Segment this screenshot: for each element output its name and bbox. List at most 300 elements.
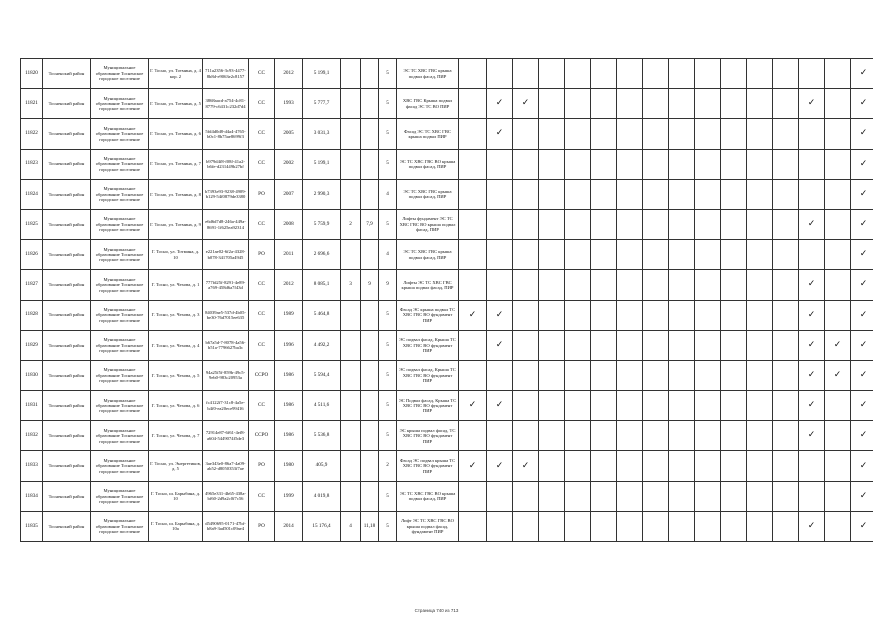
check-icon: ✓ (859, 460, 868, 471)
municipality-cell: Муниципальное образование Тосненское городское поселение (91, 451, 149, 481)
work-type-cell (773, 240, 799, 270)
district-cell: Тосненский район (43, 300, 91, 330)
table-row (21, 330, 873, 360)
check-icon: ✓ (859, 128, 868, 139)
work-type-cell (799, 59, 825, 89)
guid-cell: 5fd4d0d8-d4a4-4765-b0c1-8b75ae8699f3 (203, 119, 249, 149)
work-type-cell (851, 511, 873, 541)
work-type-cell (643, 119, 669, 149)
floors-cell: 5 (379, 300, 397, 330)
address-cell: Г. Тосно, ул. Тотмина, д. 6 (149, 119, 203, 149)
work-type-cell (695, 391, 721, 421)
area-cell: 4 492,2 (303, 330, 341, 360)
guid-cell: e6d6d7d8-246a-449a-8691-1f625ea92314 (203, 209, 249, 239)
area-cell: 5 536,8 (303, 421, 341, 451)
work-type-cell (669, 360, 695, 390)
table-row (21, 119, 873, 149)
work-type-cell (721, 421, 747, 451)
work-type-cell (459, 89, 487, 119)
check-icon: ✓ (468, 460, 477, 471)
year-cell: 1986 (275, 391, 303, 421)
work-type-cell (591, 179, 617, 209)
row-id: 11833 (21, 451, 43, 481)
year-cell: 1986 (275, 421, 303, 451)
work-type-cell (721, 270, 747, 300)
work-type-cell (591, 391, 617, 421)
municipality-cell: Муниципальное образование Тосненское городское поселение (91, 330, 149, 360)
lifts-cell (341, 179, 361, 209)
life-cell (361, 149, 379, 179)
work-type-cell (747, 481, 773, 511)
work-type-cell (617, 270, 643, 300)
work-type-cell (799, 209, 825, 239)
work-type-cell (487, 451, 513, 481)
check-icon: ✓ (807, 520, 816, 531)
work-type-cell (643, 89, 669, 119)
work-type-cell (669, 511, 695, 541)
work-type-cell (643, 270, 669, 300)
work-type-cell (565, 270, 591, 300)
work-type-cell (487, 209, 513, 239)
work-type-cell (459, 149, 487, 179)
district-cell: Тосненский район (43, 360, 91, 390)
check-icon: ✓ (859, 309, 868, 320)
work-type-cell (695, 119, 721, 149)
wall-material-cell: СС (249, 481, 275, 511)
work-type-cell (565, 89, 591, 119)
work-type-cell (539, 511, 565, 541)
work-type-cell (773, 59, 799, 89)
area-cell: 5 759,9 (303, 209, 341, 239)
wall-material-cell: СС (249, 119, 275, 149)
work-type-cell (565, 149, 591, 179)
lifts-cell (341, 89, 361, 119)
address-cell: Г. Тосно, ул. Тотмина, д. 7 (149, 149, 203, 179)
works-cell: Лифт ЭС ТС ХВС ГВС ВО крыша подвал фасад, фундамент ПИР (397, 511, 459, 541)
wall-material-cell: РО (249, 511, 275, 541)
table-row (21, 360, 873, 390)
work-type-cell (747, 179, 773, 209)
guid-cell: 3868aacd-a754-4c81-8779-c6431c232d7d4 (203, 89, 249, 119)
area-cell: 2 696,6 (303, 240, 341, 270)
work-type-cell (487, 421, 513, 451)
work-type-cell (513, 209, 539, 239)
work-type-cell (539, 89, 565, 119)
works-cell: ЭС Подвал фасад, Крыша ТС ХВС ГВС ВО фундамент ПИР (397, 391, 459, 421)
row-id: 11822 (21, 119, 43, 149)
work-type-cell (851, 59, 873, 89)
life-cell (361, 451, 379, 481)
municipality-cell: Муниципальное образование Тосненское городское поселение (91, 59, 149, 89)
district-cell: Тосненский район (43, 149, 91, 179)
life-cell (361, 59, 379, 89)
floors-cell: 9 (379, 270, 397, 300)
lifts-cell (341, 149, 361, 179)
work-type-cell (487, 481, 513, 511)
work-type-cell (565, 330, 591, 360)
check-icon: ✓ (859, 158, 868, 169)
check-icon: ✓ (859, 430, 868, 441)
district-cell: Тосненский район (43, 511, 91, 541)
lifts-cell (341, 119, 361, 149)
check-icon: ✓ (833, 339, 842, 350)
work-type-cell (643, 511, 669, 541)
work-type-cell (721, 89, 747, 119)
work-type-cell (565, 451, 591, 481)
work-type-cell (643, 179, 669, 209)
work-type-cell (617, 421, 643, 451)
district-cell: Тосненский район (43, 59, 91, 89)
work-type-cell (669, 119, 695, 149)
work-type-cell (825, 511, 851, 541)
floors-cell: 5 (379, 89, 397, 119)
table-row (21, 451, 873, 481)
work-type-cell (695, 59, 721, 89)
work-type-cell (487, 89, 513, 119)
work-type-cell (617, 59, 643, 89)
work-type-cell (669, 300, 695, 330)
work-type-cell (459, 59, 487, 89)
area-cell: 5 199,1 (303, 59, 341, 89)
district-cell: Тосненский район (43, 209, 91, 239)
work-type-cell (459, 119, 487, 149)
work-type-cell (487, 240, 513, 270)
row-id: 11835 (21, 511, 43, 541)
work-type-cell (669, 330, 695, 360)
work-type-cell (773, 421, 799, 451)
floors-cell: 4 (379, 240, 397, 270)
floors-cell: 5 (379, 360, 397, 390)
work-type-cell (695, 209, 721, 239)
works-cell: Фасад ЭС ТС ХВС ГВС крыша подвал ПИР (397, 119, 459, 149)
work-type-cell (487, 119, 513, 149)
work-type-cell (487, 360, 513, 390)
work-type-cell (747, 511, 773, 541)
works-cell: Лифты фундамент ЭС ТС ХВС ГВС ВО крыша подвал фасад, ПИР (397, 209, 459, 239)
work-type-cell (539, 209, 565, 239)
work-type-cell (747, 209, 773, 239)
work-type-cell (539, 149, 565, 179)
work-type-cell (669, 270, 695, 300)
life-cell (361, 421, 379, 451)
check-icon: ✓ (468, 309, 477, 320)
work-type-cell (747, 59, 773, 89)
work-type-cell (721, 179, 747, 209)
wall-material-cell: ССРО (249, 360, 275, 390)
work-type-cell (459, 179, 487, 209)
district-cell: Тосненский район (43, 481, 91, 511)
address-cell: Г. Тосно, ул. Чехова, д. 7 (149, 421, 203, 451)
floors-cell: 5 (379, 391, 397, 421)
work-type-cell (513, 300, 539, 330)
work-type-cell (513, 360, 539, 390)
work-type-cell (773, 179, 799, 209)
guid-cell: 777fd25f-8291-4e89-a769-458d6a7f43d (203, 270, 249, 300)
area-cell: 3 031,3 (303, 119, 341, 149)
work-type-cell (747, 270, 773, 300)
check-icon: ✓ (859, 219, 868, 230)
row-id: 11827 (21, 270, 43, 300)
lifts-cell: 2 (341, 209, 361, 239)
work-type-cell (487, 149, 513, 179)
work-type-cell (539, 481, 565, 511)
lifts-cell (341, 481, 361, 511)
work-type-cell (721, 240, 747, 270)
works-cell: ЭС крыша подвал фасад, ТС ХВС ГВС ВО фундамент ПИР (397, 421, 459, 451)
work-type-cell (669, 421, 695, 451)
work-type-cell (695, 451, 721, 481)
work-type-cell (773, 209, 799, 239)
year-cell: 1986 (275, 360, 303, 390)
work-type-cell (617, 481, 643, 511)
work-type-cell (799, 481, 825, 511)
address-cell: Г. Тосно, ул. Тотмина, д. 9 (149, 209, 203, 239)
work-type-cell (617, 209, 643, 239)
table-row (21, 511, 873, 541)
work-type-cell (747, 119, 773, 149)
work-type-cell (565, 59, 591, 89)
work-type-cell (799, 451, 825, 481)
table-row (21, 179, 873, 209)
area-cell: 15 176,4 (303, 511, 341, 541)
work-type-cell (747, 89, 773, 119)
work-type-cell (721, 59, 747, 89)
life-cell (361, 240, 379, 270)
check-icon: ✓ (521, 460, 530, 471)
year-cell: 2008 (275, 209, 303, 239)
row-id: 11828 (21, 300, 43, 330)
municipality-cell: Муниципальное образование Тосненское городское поселение (91, 179, 149, 209)
guid-cell: b7393e93-9238-4909-b129-54f0879de3380 (203, 179, 249, 209)
work-type-cell (695, 149, 721, 179)
work-type-cell (539, 59, 565, 89)
check-icon: ✓ (807, 369, 816, 380)
work-type-cell (643, 209, 669, 239)
district-cell: Тосненский район (43, 89, 91, 119)
work-type-cell (747, 360, 773, 390)
work-type-cell (695, 300, 721, 330)
work-type-cell (851, 209, 873, 239)
wall-material-cell: СС (249, 209, 275, 239)
life-cell (361, 300, 379, 330)
work-type-cell (825, 209, 851, 239)
work-type-cell (513, 89, 539, 119)
area-cell: 5 777,7 (303, 89, 341, 119)
work-type-cell (513, 421, 539, 451)
area-cell: 8 085,1 (303, 270, 341, 300)
wall-material-cell: СС (249, 149, 275, 179)
work-type-cell (747, 149, 773, 179)
work-type-cell (825, 149, 851, 179)
lifts-cell: 3 (341, 270, 361, 300)
address-cell: Г. Тосно, ул. Чехова, д. 1 (149, 270, 203, 300)
work-type-cell (695, 240, 721, 270)
year-cell: 1996 (275, 330, 303, 360)
work-type-cell (513, 119, 539, 149)
work-type-cell (799, 330, 825, 360)
work-type-cell (539, 300, 565, 330)
check-icon: ✓ (807, 400, 816, 411)
work-type-cell (539, 391, 565, 421)
work-type-cell (669, 391, 695, 421)
life-cell (361, 391, 379, 421)
work-type-cell (591, 119, 617, 149)
work-type-cell (669, 89, 695, 119)
check-icon: ✓ (495, 400, 504, 411)
work-type-cell (773, 89, 799, 119)
guid-cell: d5490695-0171-47bf-b8a9-3ad501c09ae4 (203, 511, 249, 541)
work-type-cell (825, 270, 851, 300)
work-type-cell (617, 119, 643, 149)
row-id: 11829 (21, 330, 43, 360)
work-type-cell (695, 179, 721, 209)
work-type-cell (721, 391, 747, 421)
wall-material-cell: РО (249, 179, 275, 209)
work-type-cell (721, 511, 747, 541)
work-type-cell (459, 360, 487, 390)
floors-cell: 2 (379, 451, 397, 481)
work-type-cell (513, 481, 539, 511)
work-type-cell (773, 270, 799, 300)
work-type-cell (591, 209, 617, 239)
work-type-cell (799, 270, 825, 300)
work-type-cell (825, 391, 851, 421)
work-type-cell (617, 451, 643, 481)
life-cell (361, 360, 379, 390)
work-type-cell (825, 300, 851, 330)
work-type-cell (825, 330, 851, 360)
work-type-cell (825, 59, 851, 89)
life-cell: 7,9 (361, 209, 379, 239)
work-type-cell (825, 240, 851, 270)
work-type-cell (799, 149, 825, 179)
work-type-cell (851, 451, 873, 481)
table-row (21, 481, 873, 511)
lifts-cell (341, 451, 361, 481)
floors-cell: 5 (379, 481, 397, 511)
work-type-cell (721, 330, 747, 360)
year-cell: 2012 (275, 270, 303, 300)
lifts-cell: 4 (341, 511, 361, 541)
works-cell: ХВС ГВС Крыша подвал фасад ЭС ТС ВО ПИР (397, 89, 459, 119)
municipality-cell: Муниципальное образование Тосненское городское поселение (91, 421, 149, 451)
work-type-cell (591, 59, 617, 89)
wall-material-cell: СС (249, 89, 275, 119)
lifts-cell (341, 240, 361, 270)
guid-cell: 711a2356-3c93-4477-8b8d-e9063e2c8157 (203, 59, 249, 89)
work-type-cell (487, 59, 513, 89)
work-type-cell (459, 481, 487, 511)
address-cell: Г. Тосно, ул. Чехова, д. 4 (149, 330, 203, 360)
work-type-cell (695, 481, 721, 511)
life-cell (361, 179, 379, 209)
work-type-cell (669, 179, 695, 209)
municipality-cell: Муниципальное образование Тосненское городское поселение (91, 209, 149, 239)
table-row (21, 421, 873, 451)
work-type-cell (487, 391, 513, 421)
check-icon: ✓ (807, 339, 816, 350)
work-type-cell (851, 391, 873, 421)
work-type-cell (721, 119, 747, 149)
work-type-cell (539, 270, 565, 300)
work-type-cell (799, 179, 825, 209)
table-row (21, 59, 873, 89)
life-cell: 11,18 (361, 511, 379, 541)
work-type-cell (669, 451, 695, 481)
work-type-cell (825, 179, 851, 209)
work-type-cell (513, 391, 539, 421)
work-type-cell (591, 240, 617, 270)
lifts-cell (341, 421, 361, 451)
check-icon: ✓ (807, 98, 816, 109)
work-type-cell (851, 360, 873, 390)
work-type-cell (513, 59, 539, 89)
life-cell (361, 481, 379, 511)
check-icon: ✓ (859, 490, 868, 501)
district-cell: Тосненский район (43, 119, 91, 149)
year-cell: 2005 (275, 119, 303, 149)
work-type-cell (487, 300, 513, 330)
work-type-cell (565, 179, 591, 209)
work-type-cell (695, 270, 721, 300)
lifts-cell (341, 330, 361, 360)
work-type-cell (617, 240, 643, 270)
work-type-cell (851, 149, 873, 179)
check-icon: ✓ (807, 279, 816, 290)
row-id: 11832 (21, 421, 43, 451)
work-type-cell (851, 240, 873, 270)
municipality-cell: Муниципальное образование Тосненское городское поселение (91, 270, 149, 300)
check-icon: ✓ (859, 400, 868, 411)
work-type-cell (459, 209, 487, 239)
work-type-cell (773, 119, 799, 149)
life-cell (361, 119, 379, 149)
work-type-cell (669, 240, 695, 270)
work-type-cell (799, 360, 825, 390)
work-type-cell (513, 451, 539, 481)
municipality-cell: Муниципальное образование Тосненское городское поселение (91, 89, 149, 119)
work-type-cell (591, 300, 617, 330)
floors-cell: 5 (379, 421, 397, 451)
row-id: 11823 (21, 149, 43, 179)
work-type-cell (617, 300, 643, 330)
work-type-cell (591, 149, 617, 179)
guid-cell: e221ae02-6f2a-4328-b078-341705a4945 (203, 240, 249, 270)
work-type-cell (643, 59, 669, 89)
work-type-cell (721, 209, 747, 239)
works-cell: ЭС ТС ХВС ГВС крыша подвал фасад, ПИР (397, 179, 459, 209)
work-type-cell (773, 511, 799, 541)
work-type-cell (591, 481, 617, 511)
work-type-cell (773, 391, 799, 421)
district-cell: Тосненский район (43, 270, 91, 300)
work-type-cell (539, 119, 565, 149)
work-type-cell (617, 511, 643, 541)
work-type-cell (459, 270, 487, 300)
work-type-cell (513, 240, 539, 270)
work-type-cell (487, 511, 513, 541)
work-type-cell (643, 330, 669, 360)
work-type-cell (459, 330, 487, 360)
row-id: 11826 (21, 240, 43, 270)
row-id: 11830 (21, 360, 43, 390)
municipality-cell: Муниципальное образование Тосненское городское поселение (91, 240, 149, 270)
check-icon: ✓ (859, 279, 868, 290)
municipality-cell: Муниципальное образование Тосненское городское поселение (91, 149, 149, 179)
works-cell: ЭС подвал фасад, Крыша ТС ХВС ГВС ВО фундамент ПИР (397, 330, 459, 360)
work-type-cell (851, 421, 873, 451)
wall-material-cell: СС (249, 391, 275, 421)
